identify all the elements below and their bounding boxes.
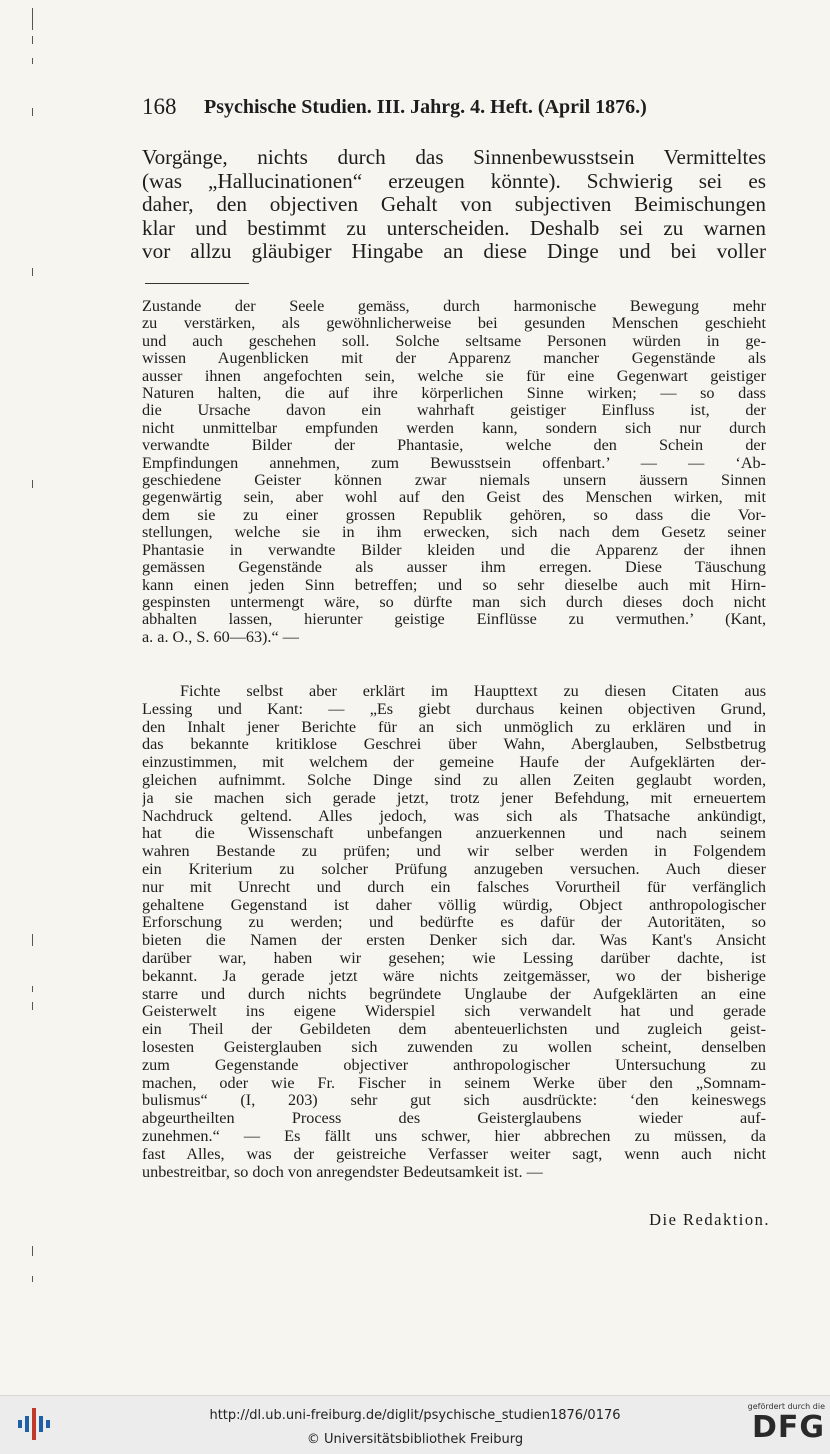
margin-mark [32, 1246, 33, 1256]
text-line: abgeurtheilten Process des Geisterglaubens wieder auf- [142, 1110, 766, 1128]
running-title: Psychische Studien. III. Jahrg. 4. Heft. (April 1876.) [204, 96, 647, 118]
text-line: nicht unmittelbar empfunden werden kann, sondern sich nur durch [142, 419, 766, 437]
text-line: wissen Augenblicken mit der Apparenz mancher Gegenstände als [142, 350, 766, 368]
text-line: nur mit Unrecht und durch ein falsches Vorurtheil für verfänglich [142, 878, 766, 896]
text-line: Empfindungen annehmen, zum Bewusstsein offenbart.’ — — ‘Ab- [142, 454, 766, 472]
text-line: dem sie zu einer grossen Republik gehören, so dass die Vor- [142, 506, 766, 524]
margin-mark [32, 268, 33, 276]
copyright-notice: © Universitätsbibliothek Freiburg [306, 1432, 524, 1447]
text-line: geschiedene Geister können zwar niemals unsern äussern Sinnen [142, 472, 766, 490]
viewer-footer [0, 1395, 830, 1454]
margin-mark [32, 934, 33, 946]
margin-mark [32, 36, 33, 44]
text-line: die Ursache davon ein wahrhaft geistiger Einfluss ist, der [142, 402, 766, 420]
text-line: das bekannte kritiklose Geschrei über Wahn, Aberglauben, Selbstbetrug [142, 736, 766, 754]
margin-mark [32, 986, 33, 992]
text-line: ja sie machen sich gerade jetzt, trotz jener Befehdung, mit erneuertem [142, 789, 766, 807]
text-line: abhalten lassen, hierunter geistige Einflüsse zu vermuthen.’ (Kant, [142, 611, 766, 629]
text-line: ausser ihnen angefochten sein, welche sie für eine Gegenwart geistiger [142, 367, 766, 385]
text-line: bulismus“ (I, 203) sehr gut sich ausdrückte: ‘den keineswegs [142, 1092, 766, 1110]
text-line: zunehmen.“ — Es fällt uns schwer, hier abbrechen zu müssen, da [142, 1127, 766, 1145]
text-line: starre und durch nichts begründete Unglaube der Aufgeklärten an eine [142, 985, 766, 1003]
text-line: zu verstärken, als gewöhnlicherweise bei gesunden Menschen geschieht [142, 315, 766, 333]
text-line: gleichen aufnimmt. Solche Dinge sind zu allen Zeiten geglaubt worden, [142, 771, 766, 789]
dfg-logo[interactable] [735, 1402, 825, 1448]
text-line: und auch geschehen soll. Solche seltsame Personen würden in ge- [142, 332, 766, 350]
text-line: Geisterwelt ins eigene Widerspiel sich verwandelt hat und gerade [142, 1003, 766, 1021]
text-line: einzustimmen, mit welchem der gemeine Haufe der Aufgeklärten der- [142, 754, 766, 772]
main-text [142, 146, 766, 264]
footnote-rule [145, 283, 249, 284]
text-line: a. a. O., S. 60—63).“ — [142, 628, 299, 646]
text-line: bieten die Namen der ersten Denker sich dar. Was Kant's Ansicht [142, 932, 766, 950]
text-line: ein Theil der Gebildeten dem abenteuerlichsten und zugleich geist- [142, 1021, 766, 1039]
text-line: Vorgänge, nichts durch das Sinnenbewusstsein Vermitteltes [142, 146, 766, 169]
text-line: fast Alles, was der geistreiche Verfasser weiter sagt, wenn auch nicht [142, 1145, 766, 1163]
text-line: losesten Geisterglauben sich zuwenden zu wollen scheint, denselben [142, 1038, 766, 1056]
page-number: 168 [142, 94, 177, 119]
margin-mark [32, 1276, 33, 1282]
text-line: gehaltene Gegenstand ist daher völlig würdig, Object anthropologischer [142, 896, 766, 914]
text-line: wahren Bestande zu prüfen; und wir selber werden in Folgendem [142, 843, 766, 861]
editorial-note [142, 683, 766, 1181]
text-line: daher, den objectiven Gehalt von subjectiven Beimischungen [142, 193, 766, 217]
text-line: verwandte Bilder der Phantasie, welche den Schein der [142, 437, 766, 455]
text-line: Nachdruck geltend. Alles jedoch, was sich als Thatsache ankündigt, [142, 807, 766, 825]
text-line: Erforschung zu werden; und bedürfte es dafür der Autoritäten, so [142, 914, 766, 932]
text-line: stellungen, welche sie in ihm erwecken, sich nach dem Gesetz seiner [142, 524, 766, 542]
signature: Die Redaktion. [649, 1210, 770, 1229]
text-line: bekannt. Ja gerade jetzt wäre nichts zeitgemässer, wo der bisherige [142, 967, 766, 985]
text-line: Naturen halten, die auf ihre körperlichen Sinne wirken; — so dass [142, 385, 766, 403]
text-line: zum Gegenstande objectiver anthropologischer Untersuchung zu [142, 1056, 766, 1074]
text-line: gemässen Gegenstände als ausser ihm erregen. Diese Täuschung [142, 559, 766, 577]
text-line: darüber war, haben wir gesehen; wie Lessing darüber dachte, ist [142, 949, 766, 967]
text-line: gespinsten untermengt wäre, so dürfte man sich durch dieses doch nicht [142, 593, 766, 611]
text-line: hat die Wissenschaft unbefangen anzuerkennen und nach seinem [142, 825, 766, 843]
text-line: klar und bestimmt zu unterscheiden. Deshalb sei zu warnen [142, 216, 766, 240]
text-line: den Inhalt jener Berichte für an sich unmöglich zu erklären und in [142, 718, 766, 736]
page-header [142, 94, 766, 122]
text-line: Zustande der Seele gemäss, durch harmonische Bewegung mehr [142, 298, 766, 315]
text-line: machen, oder wie Fr. Fischer in seinem Werke über den „Somnam- [142, 1074, 766, 1092]
text-line: unbestreitbar, so doch von anregendster Bedeutsamkeit ist. — [142, 1163, 543, 1181]
margin-mark [32, 480, 33, 488]
text-line: vor allzu gläubiger Hingabe an diese Dinge und bei voller [142, 240, 766, 264]
text-line: kann einen jeden Sinn betreffen; und so sehr dieselbe auch mit Hirn- [142, 576, 766, 594]
text-line: Phantasie in verwandte Bilder kleiden und die Apparenz der ihnen [142, 541, 766, 559]
footnote [142, 298, 766, 646]
document-url-link[interactable]: http://dl.ub.uni-freiburg.de/diglit/psychische_studien1876/0176 [209, 1408, 621, 1423]
margin-mark [32, 58, 33, 64]
text-line: ein Kriterium zu solcher Prüfung anzugeben versuchen. Auch dieser [142, 860, 766, 878]
text-line: Lessing und Kant: — „Es giebt durchaus keinen objectiven Grund, [142, 700, 766, 718]
dfg-logo-text: DFG [751, 1410, 825, 1445]
text-line: (was „Hallucinationen“ erzeugen könnte). Schwierig sei es [142, 169, 766, 193]
margin-mark [32, 108, 33, 116]
text-line: Fichte selbst aber erklärt im Haupttext zu diesen Citaten aus [180, 683, 766, 700]
margin-mark [32, 1002, 33, 1010]
text-line: gegenwärtig sein, aber wohl auf den Geist des Menschen wirken, mit [142, 489, 766, 507]
dfg-funding-note: gefördert durch die [747, 1402, 825, 1411]
margin-mark [32, 8, 33, 30]
